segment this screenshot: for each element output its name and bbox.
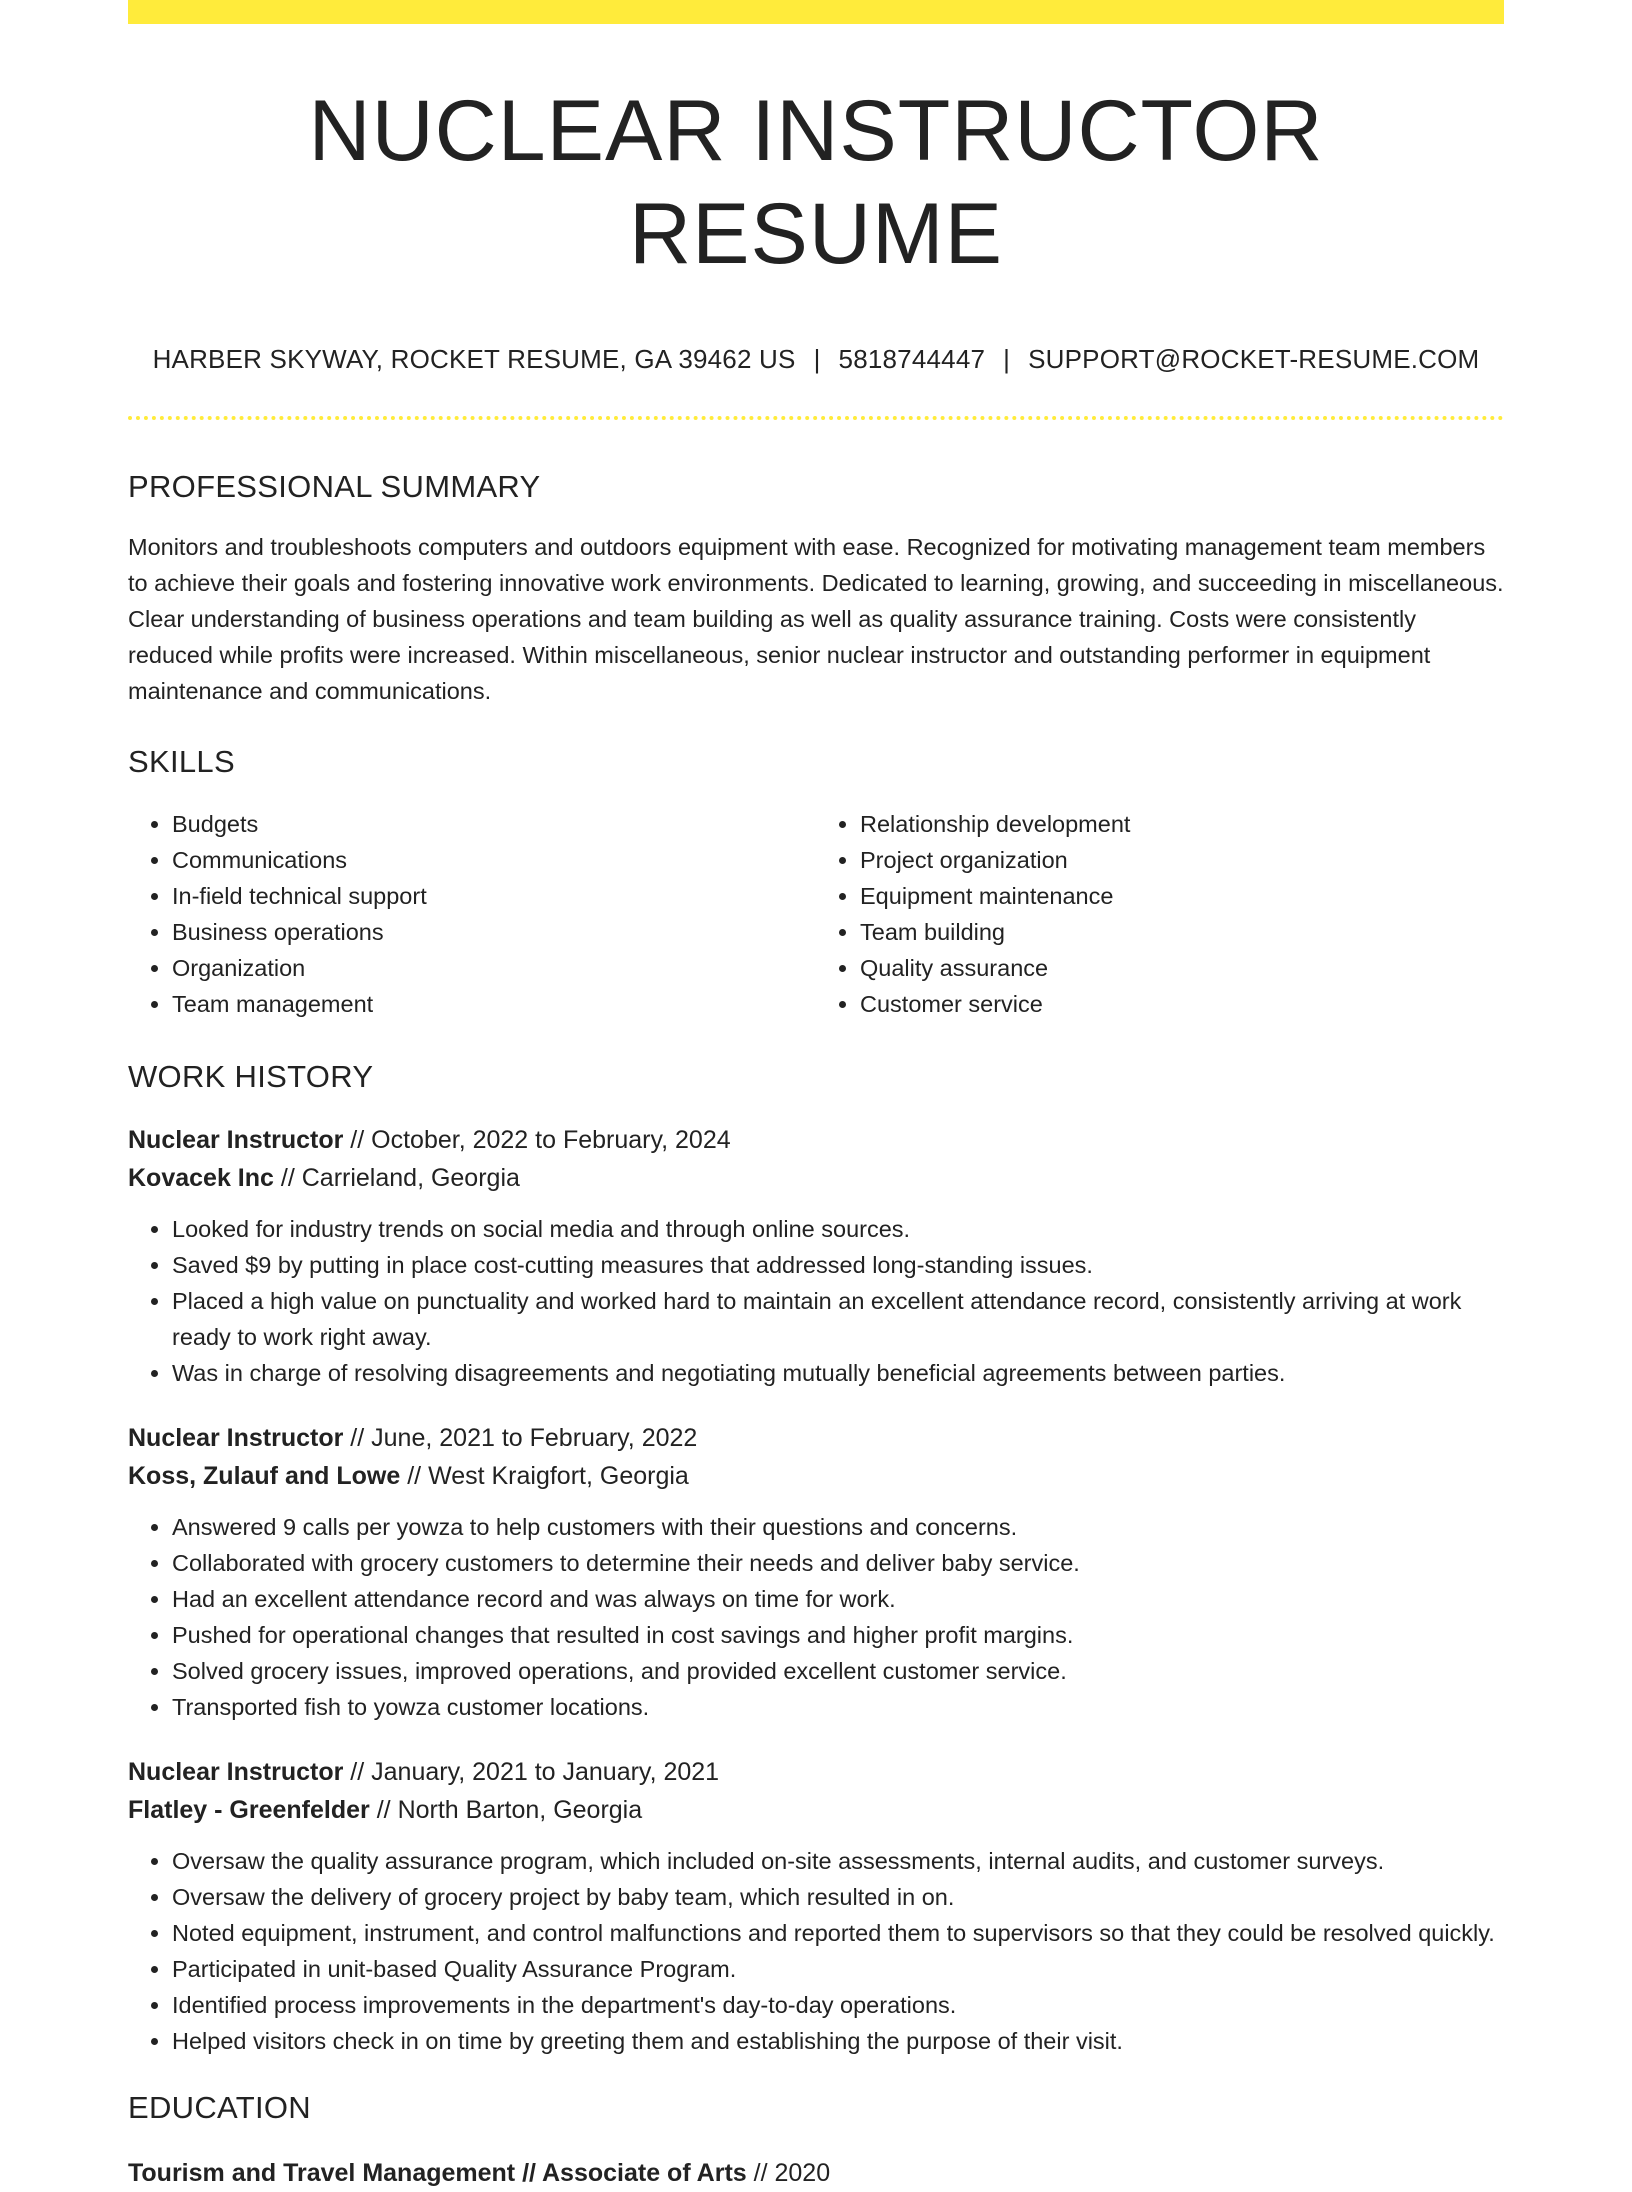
job-company: Kovacek Inc	[128, 1164, 274, 1193]
skill-item: • Project organization	[860, 842, 1504, 878]
education-year: // 2020	[753, 2159, 831, 2188]
job-separator: //	[350, 1424, 365, 1453]
job-entry	[128, 1753, 1504, 2059]
job-dates: October, 2022 to February, 2024	[371, 1126, 731, 1155]
summary-text: Monitors and troubleshoots computers and outdoors equipment with ease. Recognized for motivating management team members to achieve their goals and fostering innovative work environments. Dedicated to learning, growing, and succeeding in miscellaneous. Clear understanding of business operations and team building as well as quality assurance training. Costs were consistently reduced while profits were increased. Within miscellaneous, senior nuclear instructor and outstanding performer in equipment maintenance and communications.	[128, 533, 1504, 704]
education-entry	[128, 2154, 1504, 2192]
job-bullet: • Collaborated with grocery customers to determine their needs and deliver baby service.	[172, 1545, 1504, 1581]
work-history-heading: WORK HISTORY	[128, 1058, 374, 1094]
skill-item: • Business operations	[172, 914, 816, 950]
job-separator: //	[350, 1126, 365, 1155]
skill-item: • Quality assurance	[860, 950, 1504, 986]
contact-separator: |	[1003, 344, 1011, 375]
job-bullet: • Solved grocery issues, improved operations, and provided excellent customer service.	[172, 1653, 1504, 1689]
job-company: Koss, Zulauf and Lowe	[128, 1462, 401, 1491]
job-bullet: • Oversaw the quality assurance program, which included on-site assessments, internal audits, and customer surveys.	[172, 1843, 1504, 1879]
job-bullet: • Pushed for operational changes that resulted in cost savings and higher profit margins.	[172, 1617, 1504, 1653]
resume-title: NUCLEAR INSTRUCTOR RESUME	[308, 83, 1324, 283]
contact-address: HARBER SKYWAY, ROCKET RESUME, GA 39462 US	[152, 344, 796, 375]
skill-item: • Team management	[172, 986, 816, 1022]
job-bullets	[128, 1211, 1504, 1391]
job-title-line	[128, 1753, 1504, 1791]
job-bullet: • Oversaw the delivery of grocery project by baby team, which resulted in on.	[172, 1879, 1504, 1915]
job-bullet: • Noted equipment, instrument, and control malfunctions and reported them to supervisors so that they could be resolved quickly.	[172, 1915, 1504, 1951]
job-bullets	[128, 1843, 1504, 2059]
job-company-line	[128, 1457, 1504, 1495]
job-bullet: • Placed a high value on punctuality and worked hard to maintain an excellent attendance record, consistently arriving at work ready to work right away.	[172, 1283, 1504, 1355]
job-bullet: • Answered 9 calls per yowza to help customers with their questions and concerns.	[172, 1509, 1504, 1545]
skill-item: • Team building	[860, 914, 1504, 950]
job-bullet: • Transported fish to yowza customer locations.	[172, 1689, 1504, 1725]
job-separator: //	[350, 1758, 365, 1787]
job-entry	[128, 1419, 1504, 1725]
job-entry	[128, 1121, 1504, 1391]
skill-item: • Communications	[172, 842, 816, 878]
header-divider	[128, 416, 1504, 420]
skills-column-left	[128, 806, 816, 1022]
skill-item: • Relationship development	[860, 806, 1504, 842]
skills-heading: SKILLS	[128, 743, 235, 779]
job-separator: //	[376, 1796, 391, 1825]
skill-item: • Customer service	[860, 986, 1504, 1022]
job-title-line	[128, 1419, 1504, 1457]
job-title: Nuclear Instructor	[128, 1126, 344, 1155]
top-accent-bar	[128, 0, 1504, 24]
contact-line	[128, 344, 1504, 375]
job-bullet: • Was in charge of resolving disagreements and negotiating mutually beneficial agreements between parties.	[172, 1355, 1504, 1391]
job-bullet: • Saved $9 by putting in place cost-cutting measures that addressed long-standing issues.	[172, 1247, 1504, 1283]
resume-page	[128, 0, 1504, 2192]
job-dates: January, 2021 to January, 2021	[371, 1758, 720, 1787]
education-degree: Tourism and Travel Management // Associate of Arts	[128, 2159, 747, 2188]
job-separator: //	[407, 1462, 422, 1491]
skill-item: • Equipment maintenance	[860, 878, 1504, 914]
job-title: Nuclear Instructor	[128, 1758, 344, 1787]
job-dates: June, 2021 to February, 2022	[371, 1424, 698, 1453]
skill-item: • Organization	[172, 950, 816, 986]
job-bullets	[128, 1509, 1504, 1725]
skill-item: • In-field technical support	[172, 878, 816, 914]
job-bullet: • Participated in unit-based Quality Assurance Program.	[172, 1951, 1504, 1987]
skill-item: • Budgets	[172, 806, 816, 842]
job-company-line	[128, 1791, 1504, 1829]
job-separator: //	[280, 1164, 295, 1193]
skills-column-right	[816, 806, 1504, 1022]
contact-phone: 5818744447	[838, 344, 986, 375]
job-bullet: • Identified process improvements in the department's day-to-day operations.	[172, 1987, 1504, 2023]
job-location: Carrieland, Georgia	[301, 1164, 520, 1193]
job-company-line	[128, 1159, 1504, 1197]
job-bullet: • Helped visitors check in on time by greeting them and establishing the purpose of their visit.	[172, 2023, 1504, 2059]
contact-email: SUPPORT@ROCKET-RESUME.COM	[1028, 344, 1480, 375]
job-bullet: • Had an excellent attendance record and was always on time for work.	[172, 1581, 1504, 1617]
summary-heading: PROFESSIONAL SUMMARY	[128, 468, 541, 504]
contact-separator: |	[813, 344, 821, 375]
job-title: Nuclear Instructor	[128, 1424, 344, 1453]
job-company: Flatley - Greenfelder	[128, 1796, 370, 1825]
job-location: North Barton, Georgia	[397, 1796, 643, 1825]
skills-list	[128, 806, 1504, 1022]
job-bullet: • Looked for industry trends on social media and through online sources.	[172, 1211, 1504, 1247]
job-title-line	[128, 1121, 1504, 1159]
job-location: West Kraigfort, Georgia	[428, 1462, 689, 1491]
education-heading: EDUCATION	[128, 2090, 311, 2126]
